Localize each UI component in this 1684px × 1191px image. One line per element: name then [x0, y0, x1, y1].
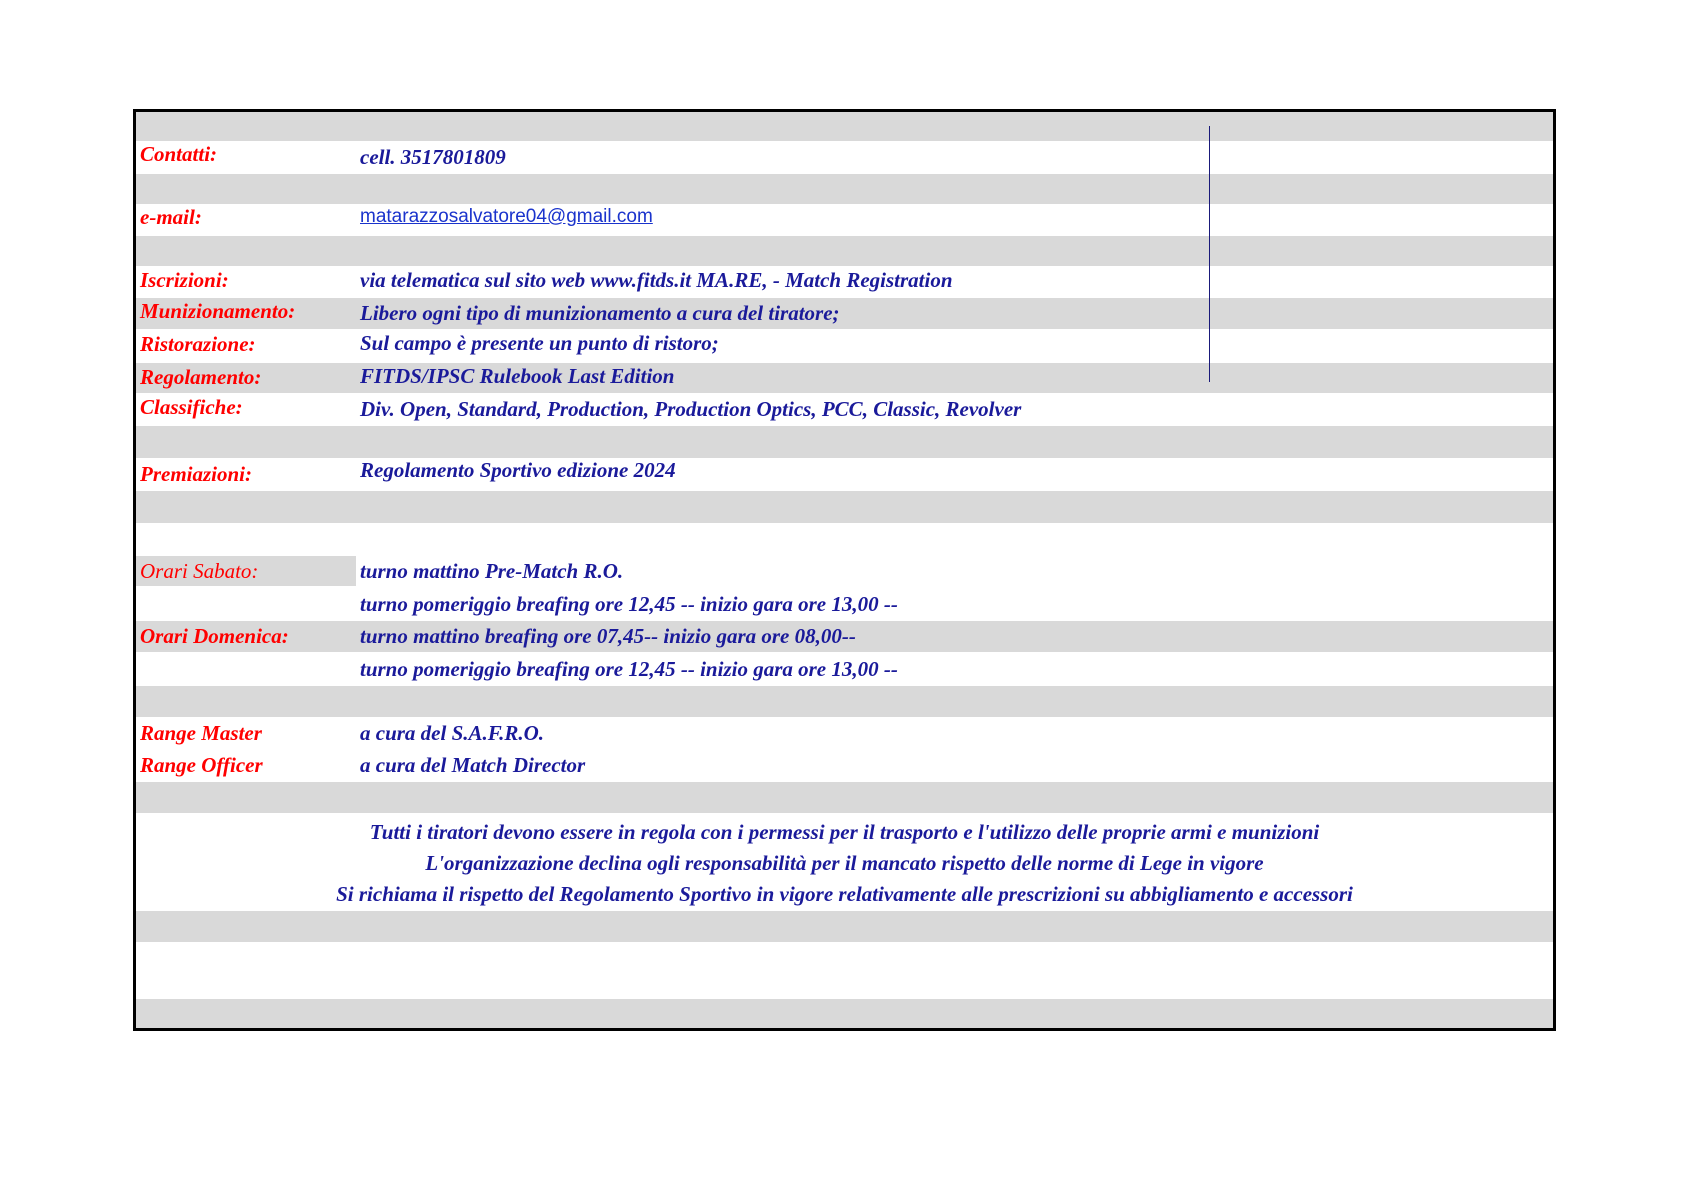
- note-line: Tutti i tiratori devono essere in regola con i permessi per il trasporto e l'utilizzo delle proprie armi e munizioni: [369, 820, 1320, 844]
- munizionamento-label: Munizionamento:: [140, 299, 296, 323]
- premiazioni-value: Regolamento Sportivo edizione 2024: [360, 458, 676, 482]
- iscrizioni-value: via telematica sul sito web www.fitds.it MA.RE, - Match Registration: [360, 268, 953, 292]
- orari-sabato-label: Orari Sabato:: [140, 559, 259, 583]
- note-line: Si richiama il rispetto del Regolamento Sportivo in vigore relativamente alle prescrizioni su abbigliamento e accessori: [336, 882, 1353, 906]
- regolamento-value: FITDS/IPSC Rulebook Last Edition: [360, 364, 675, 388]
- band: [136, 174, 1553, 204]
- info-sheet-frame: [133, 109, 1556, 1031]
- band: [136, 686, 1553, 717]
- classifiche-label: Classifiche:: [140, 395, 243, 419]
- orari-domenica-value-2: turno pomeriggio breafing ore 12,45 -- inizio gara ore 13,00 --: [360, 657, 898, 681]
- contatti-label: Contatti:: [140, 142, 218, 166]
- range-officer-label: Range Officer: [140, 753, 263, 777]
- band: [136, 491, 1553, 523]
- note-line: L'organizzazione declina ogli responsabilità per il mancato rispetto delle norme di Lege in vigore: [425, 851, 1264, 875]
- orari-sabato-value-1: turno mattino Pre-Match R.O.: [360, 559, 624, 583]
- band: [136, 999, 1553, 1028]
- orari-domenica-label: Orari Domenica:: [140, 624, 289, 648]
- band: [136, 782, 1553, 813]
- premiazioni-label: Premiazioni:: [140, 462, 253, 486]
- iscrizioni-label: Iscrizioni:: [140, 268, 229, 292]
- munizionamento-value: Libero ogni tipo di munizionamento a cura del tiratore;: [360, 301, 840, 325]
- band: [136, 363, 1553, 393]
- email-label: e-mail:: [140, 205, 202, 229]
- band: [136, 236, 1553, 266]
- ristorazione-value: Sul campo è presente un punto di ristoro;: [360, 331, 719, 355]
- classifiche-value: Div. Open, Standard, Production, Production Optics, PCC, Classic, Revolver: [360, 397, 1022, 421]
- range-master-value: a cura del S.A.F.R.O.: [360, 721, 544, 745]
- range-officer-value: a cura del Match Director: [360, 753, 586, 777]
- contatti-value: cell. 3517801809: [360, 145, 506, 169]
- band: [136, 426, 1553, 458]
- band: [136, 112, 1553, 141]
- email-link[interactable]: matarazzosalvatore04@gmail.com: [360, 206, 653, 227]
- ristorazione-label: Ristorazione:: [140, 332, 256, 356]
- band: [136, 298, 1553, 329]
- range-master-label: Range Master: [140, 721, 262, 745]
- orari-domenica-value-1: turno mattino breafing ore 07,45-- inizio gara ore 08,00--: [360, 624, 856, 648]
- regolamento-label: Regolamento:: [140, 365, 262, 389]
- band: [136, 911, 1553, 942]
- orari-sabato-value-2: turno pomeriggio breafing ore 12,45 -- inizio gara ore 13,00 --: [360, 592, 898, 616]
- column-divider: [1209, 126, 1210, 382]
